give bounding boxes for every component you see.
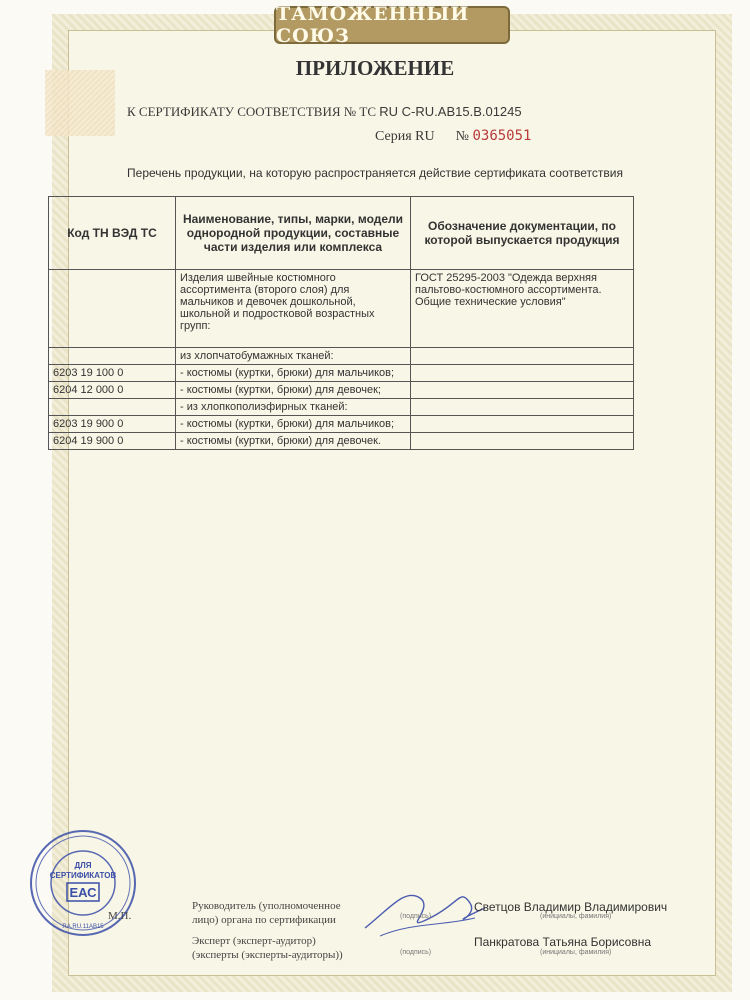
sign-caption-2: (подпись) [400, 949, 432, 956]
table-row [49, 348, 634, 365]
certificate-reference [127, 104, 522, 120]
row-doc [411, 399, 634, 416]
expert-label-2: (эксперты (эксперты-аудиторы)) [192, 949, 343, 961]
expert-name: Панкратова Татьяна Борисовна [474, 935, 652, 949]
row-doc [411, 416, 634, 433]
head-label-2: лицо) органа по сертификации [192, 914, 336, 926]
row-name: - костюмы (куртки, брюки) для девочек; [176, 382, 411, 399]
header-doc: Обозначение документации, по которой выпускается продукция [411, 197, 634, 270]
initials-caption-1: (инициалы, фамилия) [540, 913, 612, 920]
initials-caption-2: (инициалы, фамилия) [540, 949, 612, 956]
row-code: 6204 19 900 0 [49, 433, 176, 450]
row-name: - из хлопкополиэфирных тканей: [176, 399, 411, 416]
row-doc: ГОСТ 25295-2003 "Одежда верхняя пальтово-костюмного ассортимента. Общие технические условия" [411, 270, 634, 348]
row-name: из хлопчатобумажных тканей: [176, 348, 411, 365]
header-code: Код ТН ВЭД ТС [49, 197, 176, 270]
table-row [49, 365, 634, 382]
series-line [375, 128, 531, 145]
mp-label: М.П. [108, 910, 132, 922]
products-table [48, 196, 634, 450]
cert-prefix: К СЕРТИФИКАТУ СООТВЕТСТВИЯ № ТС [127, 104, 377, 119]
row-doc [411, 382, 634, 399]
form-number: 0365051 [472, 128, 532, 144]
header-name: Наименование, типы, марки, модели однородной продукции, составные части изделия или комплекса [176, 197, 411, 270]
row-name: Изделия швейные костюмного ассортимента (второго слоя) для мальчиков и девочек дошкольной, школьной и подростковой возрастных групп: [176, 270, 411, 348]
row-doc [411, 348, 634, 365]
table-row [49, 382, 634, 399]
seal-reg: RA.RU.11АВ15 [62, 924, 104, 930]
customs-union-banner [274, 3, 510, 47]
row-doc [411, 365, 634, 382]
row-code [49, 270, 176, 348]
seal-logo: ЕАС [69, 885, 97, 900]
row-code [49, 399, 176, 416]
row-name: - костюмы (куртки, брюки) для мальчиков; [176, 416, 411, 433]
seal-text-top: ДЛЯ [74, 861, 92, 870]
row-code: 6204 12 000 0 [49, 382, 176, 399]
table-row [49, 416, 634, 433]
row-name: - костюмы (куртки, брюки) для мальчиков; [176, 365, 411, 382]
head-label-1: Руководитель (уполномоченное [192, 900, 341, 912]
products-subtitle: Перечень продукции, на которую распространяется действие сертификата соответствия [127, 166, 623, 180]
row-code: 6203 19 900 0 [49, 416, 176, 433]
table-row [49, 433, 634, 450]
row-name: - костюмы (куртки, брюки) для девочек. [176, 433, 411, 450]
page-title: ПРИЛОЖЕНИЕ [295, 56, 455, 80]
row-code [49, 348, 176, 365]
number-label: № [455, 129, 469, 144]
sign-caption-1: (подпись) [400, 913, 432, 920]
table-row [49, 270, 634, 348]
seal-text-mid: СЕРТИФИКАТОВ [49, 871, 117, 880]
certificate-border [49, 3, 732, 992]
row-doc [411, 433, 634, 450]
cert-number: RU C-RU.АВ15.В.01245 [379, 104, 522, 119]
table-header-row [49, 197, 634, 270]
series-label: Серия [375, 129, 412, 144]
head-name: Светцов Владимир Владимирович [474, 900, 668, 914]
banner-text: ТАМОЖЕННЫЙ СОЮЗ [276, 3, 470, 47]
row-code: 6203 19 100 0 [49, 365, 176, 382]
table-row [49, 399, 634, 416]
expert-label-1: Эксперт (эксперт-аудитор) [192, 935, 316, 947]
series-value: RU [415, 129, 435, 144]
